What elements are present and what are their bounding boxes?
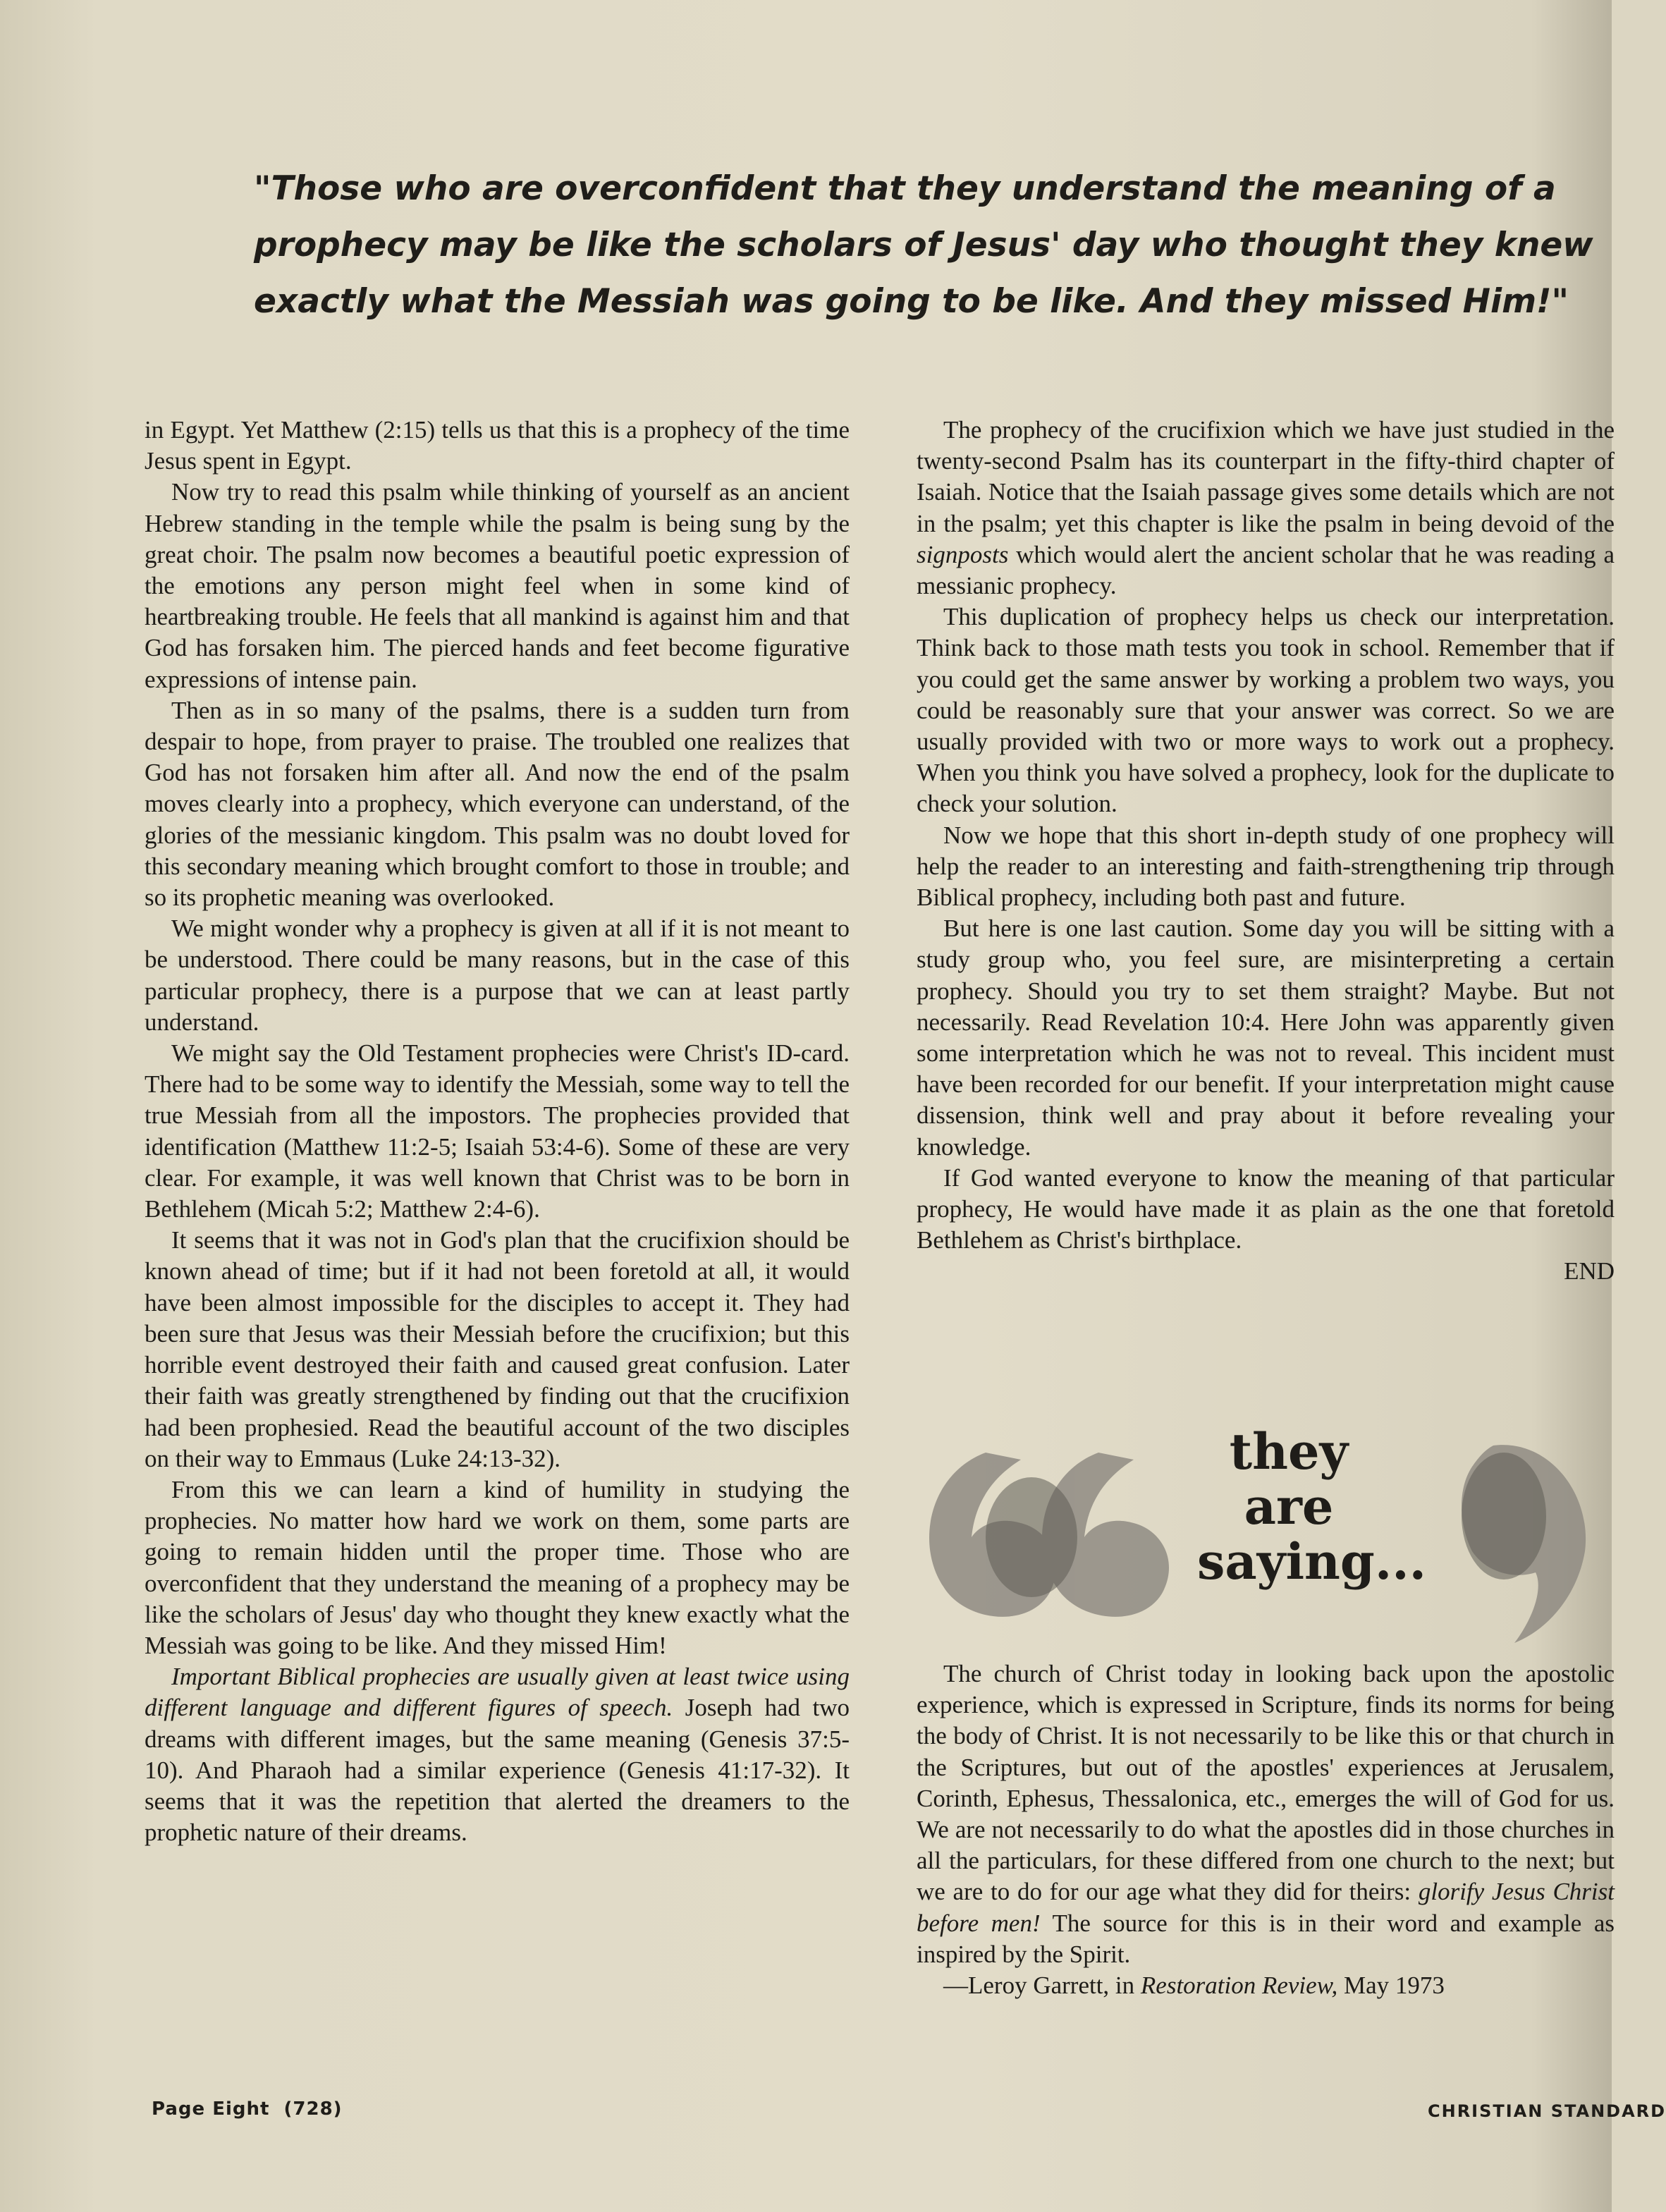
paragraph: But here is one last caution. Some day you will be sitting with a study group who, you feel sure, are misinterpreting a certain prophecy. Should you try to set them straight? Maybe. But not necessarily. Read Revelation 10:4. Here John was apparently given some interpretation which he was not to reveal. This incident must have been recorded for our benefit. If your interpretation might cause dissension, think well and pray about it before revealing your knowledge.	[917, 915, 1615, 1161]
paragraph	[145, 1661, 850, 1848]
paragraph: Then as in so many of the psalms, there is a sudden turn from despair to hope, from prayer to praise. The troubled one realizes that God has not forsaken him after all. And now the end of the psalm moves clearly into a prophecy, which everyone can understand, of the glories of the messianic kingdom. This psalm was no doubt loved for this secondary meaning which brought comfort to those in trouble; and so its prophetic meaning was overlooked.	[145, 696, 850, 912]
pull-quote-line-3: exactly what the Messiah was going to be like. And they missed Him!"	[254, 282, 1569, 321]
paragraph: We might wonder why a prophecy is given at all if it is not meant to be understood. There could be many reasons, but in the case of this particular prophecy, there is a purpose that we can at least partly understand.	[145, 915, 850, 1036]
attribution-date: May 1973	[1337, 1972, 1445, 2000]
paragraph: Now we hope that this short in-depth study of one prophecy will help the reader to an interesting and faith-strengthening trip through Biblical prophecy, including both past and future.	[917, 821, 1615, 912]
paragraph	[917, 415, 1615, 601]
italic-emphasis: Important Biblical prophecies are usually given at least twice using different language and different figures of speech.	[145, 1663, 850, 1722]
end-mark: END	[1564, 1257, 1615, 1285]
paragraph: If God wanted everyone to know the meaning of that particular prophecy, He would have made it as plain as the one that foretold Bethlehem as Christ's birthplace.	[917, 1163, 1615, 1254]
title-word: are	[1244, 1477, 1334, 1536]
paragraph: We might say the Old Testament prophecies were Christ's ID-card. There had to be some way to identify the Messiah, some way to tell the true Messiah from all the impostors. The prophecies provided that identification (Matthew 11:2-5; Isaiah 53:4-6). Some of these are very clear. For example, it was well known that Christ was to be born in Bethlehem (Micah 5:2; Matthew 2:4-6).	[145, 1039, 850, 1223]
paragraph-text: Joseph had two dreams with different images, but the same meaning (Genesis 37:5-10). And Pharaoh had a similar experience (Genesis 41:17-32). It seems that it was the repetition that alerted the dreamers to the prophetic nature of their dreams.	[145, 1694, 850, 1847]
publication-title: Restoration Review,	[1140, 1972, 1338, 2000]
italic-emphasis: signposts	[917, 540, 1009, 568]
pull-quote	[254, 161, 1593, 330]
page-label: Page Eight	[152, 2098, 270, 2120]
attribution	[917, 1970, 1615, 2001]
paragraph-text: The prophecy of the crucifixion which we have just studied in the twenty-second Psalm has its counterpart in the fifty-third chapter of Isaiah. Notice that the Isaiah passage gives some details which are not in the psalm; yet this chapter is like the psalm in being devoid of the	[917, 416, 1615, 537]
pull-quote-line-2: prophecy may be like the scholars of Jesus' day who thought they knew	[254, 226, 1593, 264]
paragraph-text: The church of Christ today in looking back upon the apostolic experience, which is expressed in Scripture, finds its norms for being the body of Christ. It is not necessarily to be like this or that church in the Scriptures, but out of the apostles' experiences at Jerusalem, Corinth, Ephesus, Thessalonica, etc., emerges the will of God for us. We are not necessarily to do what the apostles did in those churches in all the particulars, for these differed from one church to the next; but we are to do for our age what they did for theirs:	[917, 1660, 1615, 1906]
paragraph: It seems that it was not in God's plan that the crucifixion should be known ahead of time; but if it had not been foretold at all, it would have been almost impossible for the disciples to accept it. They had been sure that Jesus was their Messiah before the crucifixion; but this horrible event destroyed their faith and caused great confusion. Later their faith was greatly strengthened by finding out that the crucifixion had been prophesied. Read the beautiful account of the two disciples on their way to Emmaus (Luke 24:13-32).	[145, 1226, 850, 1472]
they-are-saying-body	[917, 1658, 1615, 2001]
publication-name: CHRISTIAN STANDARD	[1428, 2101, 1666, 2121]
paragraph: This duplication of prophecy helps us check our interpretation. Think back to those math tests you took in school. Remember that if you could get the same answer by working a problem two ways, you could be reasonably sure that your answer was correct. So we are usually provided with two or more ways to work out a prophecy. When you think you have solved a prophecy, look for the duplicate to check your solution.	[917, 603, 1615, 818]
paragraph: From this we can learn a kind of humility in studying the prophecies. No matter how hard we work on them, some parts are going to remain hidden until the proper time. Those who are overconfident that they understand the meaning of a prophecy may be like the scholars of Jesus' day who thought they knew exactly what the Messiah was going to be like. And they missed Him!	[145, 1475, 850, 1659]
paragraph	[917, 1658, 1615, 1970]
paragraph: in Egypt. Yet Matthew (2:15) tells us that this is a prophecy of the time Jesus spent in Egypt.	[145, 416, 850, 475]
title-word: saying...	[1197, 1532, 1426, 1591]
page-number: (728)	[283, 2098, 343, 2120]
right-column	[917, 415, 1615, 1288]
title-word: they	[1229, 1422, 1349, 1481]
paragraph-text: The source for this is in their word and example as inspired by the Spirit.	[917, 1909, 1615, 1968]
they-are-saying-title	[1197, 1422, 1426, 1591]
paragraph: Now try to read this psalm while thinking of yourself as an ancient Hebrew standing in the temple while the psalm is being sung by the great choir. The psalm now becomes a beautiful poetic expression of the emotions any person might feel when in some kind of heartbreaking trouble. He feels that all mankind is against him and that God has forsaken him. The pierced hands and feet become figurative expressions of intense pain.	[145, 478, 850, 693]
italic-emphasis: glorify Jesus Christ before men!	[917, 1878, 1615, 1937]
left-column	[145, 415, 850, 1848]
paragraph-text: which would alert the ancient scholar that he was reading a messianic prophecy.	[917, 540, 1615, 600]
they-are-saying-header	[915, 1410, 1612, 1643]
attribution-text: —Leroy Garrett, in	[943, 1972, 1141, 2000]
page-footer-left	[152, 2098, 343, 2120]
pull-quote-line-1: "Those who are overconfident that they understand the meaning of a	[254, 169, 1556, 208]
